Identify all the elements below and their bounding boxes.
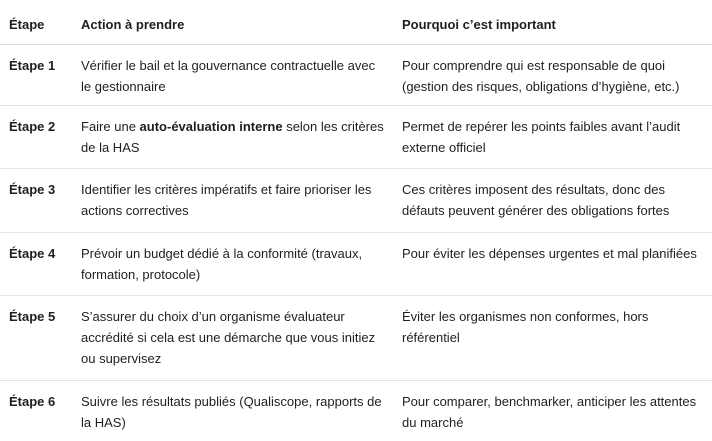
step-label: Étape 5 bbox=[9, 309, 56, 324]
table-row bbox=[0, 296, 712, 381]
action-cell: Suivre les résultats publiés (Qualiscope, rapports de la HAS) bbox=[81, 394, 382, 430]
reason-cell: Pour comprendre qui est responsable de quoi (gestion des risques, obligations d’hygiène, etc.) bbox=[402, 58, 680, 94]
header-action: Action à prendre bbox=[81, 17, 185, 32]
reason-cell: Ces critères imposent des résultats, donc des défauts peuvent générer des obligations fortes bbox=[402, 182, 670, 218]
table-row bbox=[0, 169, 712, 233]
table-row bbox=[0, 106, 712, 169]
action-text-before: Faire une bbox=[81, 119, 140, 134]
action-text-after: selon les critères de la HAS bbox=[81, 119, 384, 155]
step-label: Étape 3 bbox=[9, 182, 56, 197]
step-label: Étape 6 bbox=[9, 394, 56, 409]
table-row bbox=[0, 381, 712, 441]
header-pourquoi: Pourquoi c’est important bbox=[402, 17, 556, 32]
step-label: Étape 2 bbox=[9, 119, 56, 134]
action-cell: Vérifier le bail et la gouvernance contractuelle avec le gestionnaire bbox=[81, 58, 376, 94]
step-label: Étape 4 bbox=[9, 246, 56, 261]
step-label: Étape 1 bbox=[9, 58, 56, 73]
action-text-bold: auto-évaluation interne bbox=[139, 119, 283, 134]
header-etape: Étape bbox=[9, 17, 45, 32]
table-row bbox=[0, 233, 712, 296]
action-cell: Identifier les critères impératifs et faire prioriser les actions correctives bbox=[81, 182, 372, 218]
table-row bbox=[0, 45, 712, 106]
reason-cell: Permet de repérer les points faibles avant l’audit externe officiel bbox=[402, 119, 681, 155]
action-cell bbox=[81, 106, 402, 168]
reason-cell: Pour comparer, benchmarker, anticiper les attentes du marché bbox=[402, 394, 697, 430]
action-cell: S’assurer du choix d’un organisme évaluateur accrédité si cela est une démarche que vous initiez ou supervisez bbox=[81, 309, 376, 366]
reason-cell: Pour éviter les dépenses urgentes et mal planifiées bbox=[402, 246, 697, 261]
table-header bbox=[0, 0, 712, 45]
reason-cell: Éviter les organismes non conformes, hors référentiel bbox=[402, 309, 649, 345]
action-cell: Prévoir un budget dédié à la conformité (travaux, formation, protocole) bbox=[81, 246, 363, 282]
